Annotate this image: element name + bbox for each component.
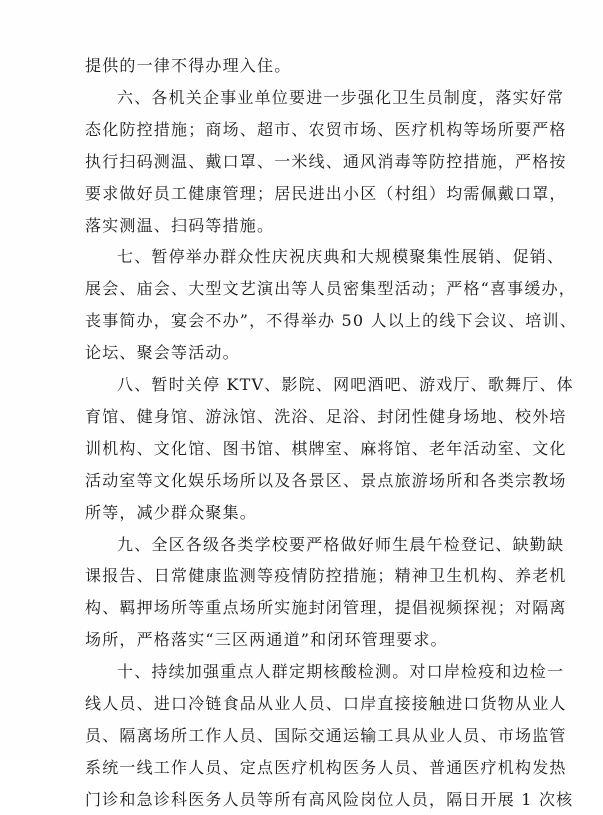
text-line: 员、隔离场所工作人员、国际交通运输工具从业人员、市场监管 — [85, 725, 567, 745]
text-line: 展会、庙会、大型文艺演出等人员密集型活动；严格“喜事缓办， — [85, 279, 576, 299]
text-line: 活动室等文化娱乐场所以及各景区、景点旅游场所和各类宗教场 — [85, 470, 567, 490]
text-line: 提供的一律不得办理入住。 — [85, 56, 292, 75]
text-line: 训机构、文化馆、图书馆、棋牌室、麻将馆、老年活动室、文化 — [85, 438, 567, 458]
text-line: 线人员、进口冷链食品从业人员、口岸直接接触进口货物从业人 — [85, 694, 567, 713]
text-line: 态化防控措施；商场、超市、农贸市场、医疗机构等场所要严格 — [85, 119, 567, 139]
text-line: 十、持续加强重点人群定期核酸检测。对口岸检疫和边检一 — [117, 662, 565, 682]
text-line: 落实测温、扫码等措施。 — [85, 215, 275, 235]
text-line: 六、各机关企事业单位要进一步强化卫生员制度，落实好常 — [117, 87, 565, 107]
text-line: 所等，减少群众聚集。 — [85, 502, 258, 522]
text-line: 场所，严格落实“三区两通道”和闭环管理要求。 — [85, 630, 448, 650]
text-line: 丧事简办，宴会不办”，不得举办 50 人以上的线下会议、培训、 — [85, 311, 577, 331]
text-line: 执行扫码测温、戴口罩、一米线、通风消毒等防控措施，严格按 — [85, 151, 567, 171]
text-line: 门诊和急诊科医务人员等所有高风险岗位人员，隔日开展 1 次核 — [85, 789, 574, 809]
text-line: 育馆、健身馆、游泳馆、洗浴、足浴、封闭性健身场地、校外培 — [85, 406, 567, 426]
text-line: 要求做好员工健康管理；居民进出小区（村组）均需佩戴口罩， — [85, 183, 567, 203]
text-line: 课报告、日常健康监测等疫情防控措施；精神卫生机构、养老机 — [85, 566, 567, 586]
text-line: 八、暂时关停 KTV、影院、网吧酒吧、游戏厅、歌舞厅、体 — [117, 375, 574, 394]
text-line: 系统一线工作人员、定点医疗机构医务人员、普通医疗机构发热 — [85, 757, 567, 777]
text-line: 构、羁押场所等重点场所实施封闭管理，提倡视频探视；对隔离 — [85, 598, 567, 618]
text-line: 七、暂停举办群众性庆祝庆典和大规模聚集性展销、促销、 — [117, 247, 565, 267]
text-line: 论坛、聚会等活动。 — [85, 343, 240, 363]
text-line: 九、全区各级各类学校要严格做好师生晨午检登记、缺勤缺 — [117, 534, 565, 554]
